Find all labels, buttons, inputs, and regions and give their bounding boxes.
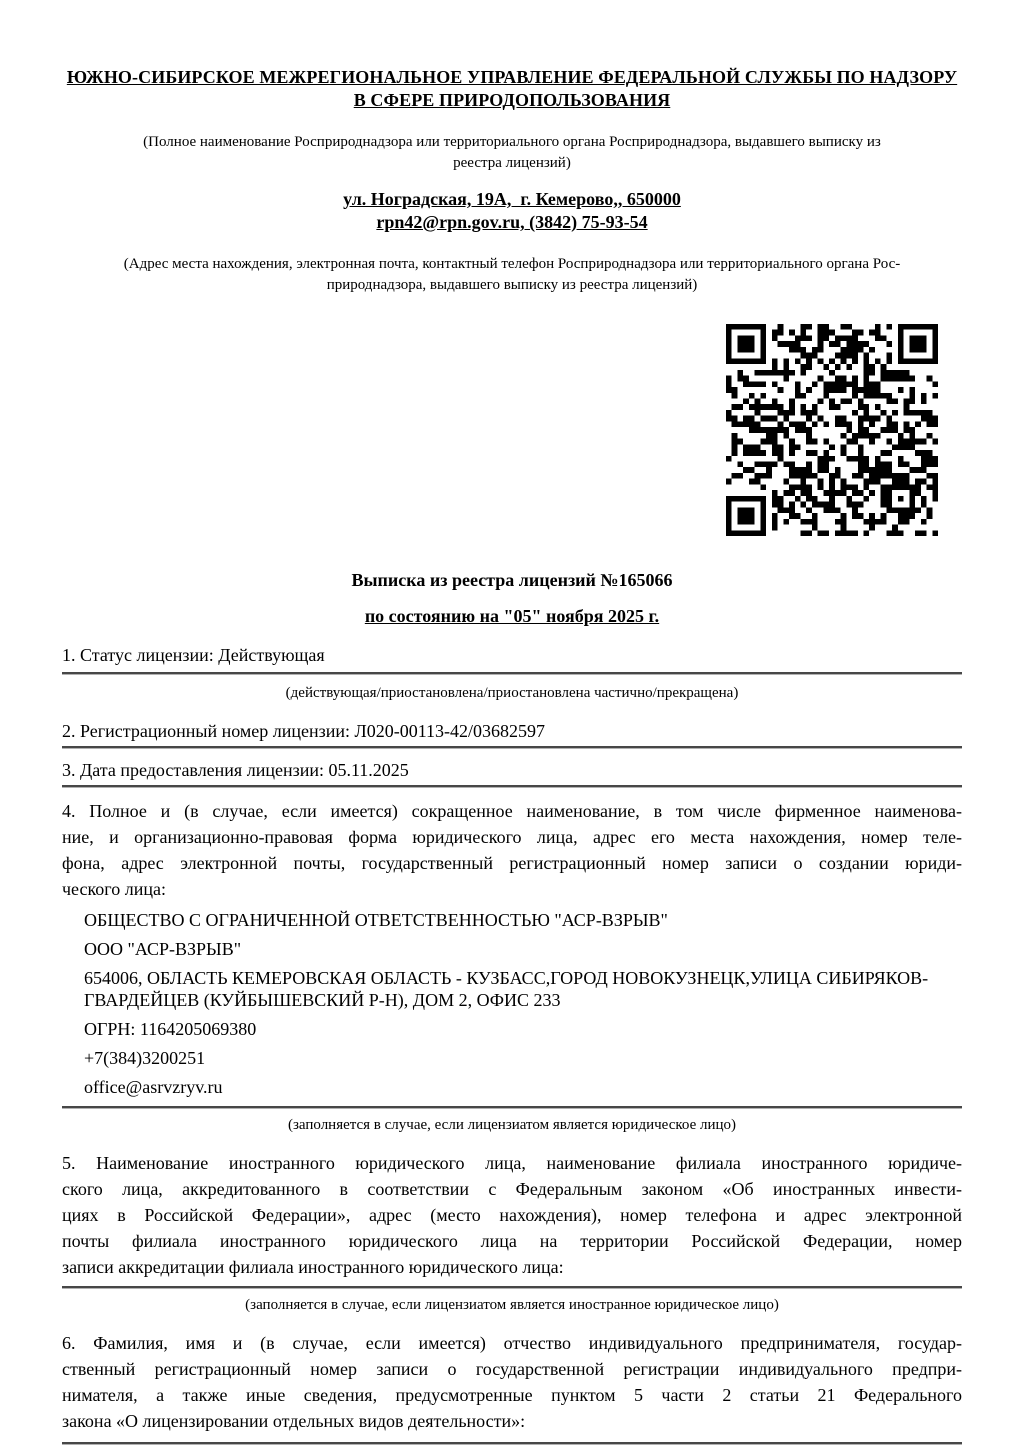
paragraph-line: ние, и организационно-правовая форма юридического лица, адрес его места нахождения, номер теле- (62, 827, 962, 847)
divider (62, 1106, 962, 1109)
section-5-paragraph (62, 1150, 962, 1280)
paragraph-line: закона «О лицензировании отдельных видов деятельности»: (62, 1411, 526, 1431)
address-note-line-1: (Адрес места нахождения, электронная почта, контактный телефон Росприроднадзора или территориального органа Рос- (123, 256, 901, 272)
address-note (62, 254, 962, 296)
divider (62, 672, 962, 675)
org-address-block (62, 188, 962, 234)
address-line-2: rpn42@rpn.gov.ru, (3842) 75-93-54 (376, 212, 648, 232)
licensee-details (62, 909, 962, 1098)
section-3-grant-date: 3. Дата предоставления лицензии: 05.11.2025 (62, 760, 409, 780)
qr-row (62, 324, 962, 536)
section-2-reg-number: 2. Регистрационный номер лицензии: Л020-00113-42/03682597 (62, 721, 546, 741)
licensee-full-name: ОБЩЕСТВО С ОГРАНИЧЕННОЙ ОТВЕТСТВЕННОСТЬЮ "АСР-ВЗРЫВ" (84, 910, 668, 930)
section-1-status: 1. Статус лицензии: Действующая (62, 645, 325, 665)
org-name-note-line-2: реестра лицензий) (453, 155, 571, 171)
licensee-ogrn: ОГРН: 1164205069380 (84, 1019, 257, 1039)
address-line-1: ул. Ноградская, 19А, г. Кемерово,, 650000 (343, 189, 681, 209)
legal-entity-note: (заполняется в случае, если лицензиатом является юридическое лицо) (287, 1117, 737, 1133)
licensee-email: office@asrvzryv.ru (84, 1077, 223, 1097)
licensee-address: 654006, ОБЛАСТЬ КЕМЕРОВСКАЯ ОБЛАСТЬ - КУЗБАСС,ГОРОД НОВОКУЗНЕЦК,УЛИЦА СИБИРЯКОВ-ГВАРДЕЙЦЕВ (КУЙБЫШЕВСКИЙ Р-Н), ДОМ 2, ОФИС 233 (84, 968, 929, 1010)
paragraph-line: 6. Фамилия, имя и (в случае, если имеется) отчество индивидуального предпринимателя, государ- (62, 1333, 962, 1353)
paragraph-line: записи аккредитации филиала иностранного юридического лица: (62, 1257, 564, 1277)
paragraph-line: циях в Российской Федерации», адрес (место нахождения), номер телефона и адрес электронной (62, 1205, 962, 1225)
paragraph-line: почты филиала иностранного юридического лица на территории Российской Федерации, номер (62, 1231, 962, 1251)
licensee-phone: +7(384)3200251 (84, 1048, 206, 1068)
divider (62, 785, 962, 788)
paragraph-line: 5. Наименование иностранного юридического лица, наименование филиала иностранного юридиче- (62, 1153, 962, 1173)
paragraph-line: ского лица, аккредитованного в соответствии с Федеральным законом «Об иностранных инвести- (62, 1179, 962, 1199)
foreign-entity-note: (заполняется в случае, если лицензиатом является иностранное юридическое лицо) (245, 1297, 779, 1313)
divider (62, 746, 962, 749)
divider (62, 1442, 962, 1445)
paragraph-line: нимателя, а также иные сведения, предусмотренные пунктом 5 части 2 статьи 21 Федерального (62, 1385, 962, 1405)
status-options-note: (действующая/приостановлена/приостановлена частично/прекращена) (285, 685, 739, 701)
paragraph-line: 4. Полное и (в случае, если имеется) сокращенное наименование, в том числе фирменное наименова- (62, 801, 962, 821)
extract-date: по состоянию на "05" ноября 2025 г. (364, 606, 660, 626)
org-name-note-line-1: (Полное наименование Росприроднадзора или территориального органа Росприроднадзора, выдавшего выписку из (143, 134, 881, 150)
paragraph-line: ственный регистрационный номер записи о государственной регистрации индивидуального предпри- (62, 1359, 962, 1379)
address-note-line-2: природнадзора, выдавшего выписку из реестра лицензий) (326, 277, 698, 293)
extract-title: Выписка из реестра лицензий №165066 (351, 570, 673, 590)
org-name-title: ЮЖНО-СИБИРСКОЕ МЕЖРЕГИОНАЛЬНОЕ УПРАВЛЕНИЕ ФЕДЕРАЛЬНОЙ СЛУЖБЫ ПО НАДЗОРУ В СФЕРЕ ПРИРОДОПОЛЬЗОВАНИЯ (66, 67, 958, 110)
org-name-note (62, 132, 962, 174)
section-4-paragraph (62, 798, 962, 902)
qr-code (726, 324, 938, 536)
paragraph-line: фона, адрес электронной почты, государственный регистрационный номер записи о создании юриди- (62, 853, 962, 873)
paragraph-line: ческого лица: (62, 879, 166, 899)
licensee-short-name: ООО "АСР-ВЗРЫВ" (84, 939, 242, 959)
section-6-paragraph (62, 1330, 962, 1434)
divider (62, 1286, 962, 1289)
